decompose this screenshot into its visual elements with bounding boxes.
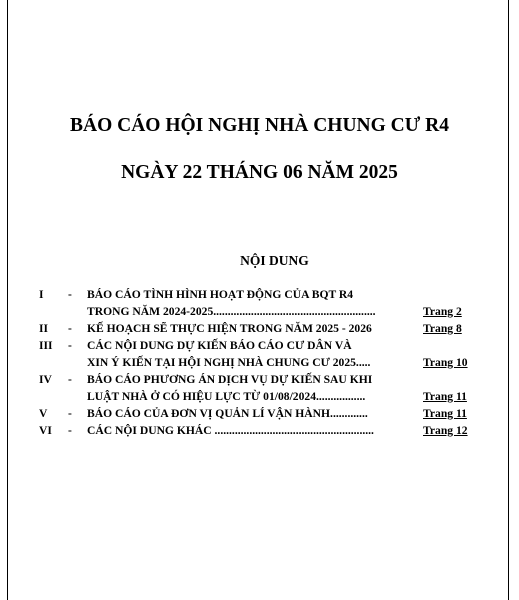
- report-title: BÁO CÁO HỘI NGHỊ NHÀ CHUNG CƯ R4: [70, 115, 449, 136]
- toc-entry-dash: -: [68, 407, 72, 420]
- report-date: NGÀY 22 THÁNG 06 NĂM 2025: [121, 162, 398, 183]
- toc-entry-title-continued: LUẬT NHÀ Ở CÓ HIỆU LỰC TỪ 01/08/2024.................: [87, 390, 366, 403]
- toc-page-link[interactable]: Trang 8: [423, 322, 462, 335]
- toc-entry-title-continued: TRONG NĂM 2024-2025........................................................: [87, 305, 376, 318]
- toc-entry-number: I: [39, 288, 44, 301]
- toc-entry-dash: -: [68, 424, 72, 437]
- toc-entry-4: [39, 371, 479, 405]
- toc-entry-3: [39, 337, 479, 371]
- toc-entry-title: CÁC NỘI DUNG KHÁC .......................................................: [87, 424, 374, 437]
- toc-entry-number: VI: [39, 424, 52, 437]
- toc-page-link[interactable]: Trang 11: [423, 407, 467, 420]
- toc-page-link[interactable]: Trang 12: [423, 424, 468, 437]
- toc-entry-title-continued: XIN Ý KIẾN TẠI HỘI NGHỊ NHÀ CHUNG CƯ 2025.....: [87, 356, 371, 369]
- toc-entry-number: IV: [39, 373, 52, 386]
- toc-entry-number: III: [39, 339, 53, 352]
- toc-entry-number: II: [39, 322, 49, 335]
- toc-page-link[interactable]: Trang 11: [423, 390, 467, 403]
- toc-entry-dash: -: [68, 373, 72, 386]
- toc-entry-title: CÁC NỘI DUNG DỰ KIẾN BÁO CÁO CƯ DÂN VÀ: [87, 339, 352, 352]
- toc-page-link[interactable]: Trang 2: [423, 305, 462, 318]
- toc-entry-5: [39, 405, 479, 422]
- toc-entry-6: [39, 422, 479, 439]
- toc-entry-title: KẾ HOẠCH SẼ THỰC HIỆN TRONG NĂM 2025 - 2026: [87, 322, 372, 335]
- toc-page-link[interactable]: Trang 10: [423, 356, 468, 369]
- toc-entry-2: [39, 320, 479, 337]
- toc-entry-title: BÁO CÁO CỦA ĐƠN VỊ QUẢN LÍ VẬN HÀNH.............: [87, 407, 368, 420]
- toc-entry-dash: -: [68, 322, 72, 335]
- table-of-contents: [39, 286, 479, 439]
- toc-entry-number: V: [39, 407, 48, 420]
- toc-entry-dash: -: [68, 288, 72, 301]
- toc-heading: NỘI DUNG: [240, 253, 309, 268]
- toc-entry-title: BÁO CÁO TÌNH HÌNH HOẠT ĐỘNG CỦA BQT R4: [87, 288, 354, 301]
- toc-entry-1: [39, 286, 479, 320]
- toc-entry-dash: -: [68, 339, 72, 352]
- toc-entry-title: BÁO CÁO PHƯƠNG ÁN DỊCH VỤ DỰ KIẾN SAU KHI: [87, 373, 373, 386]
